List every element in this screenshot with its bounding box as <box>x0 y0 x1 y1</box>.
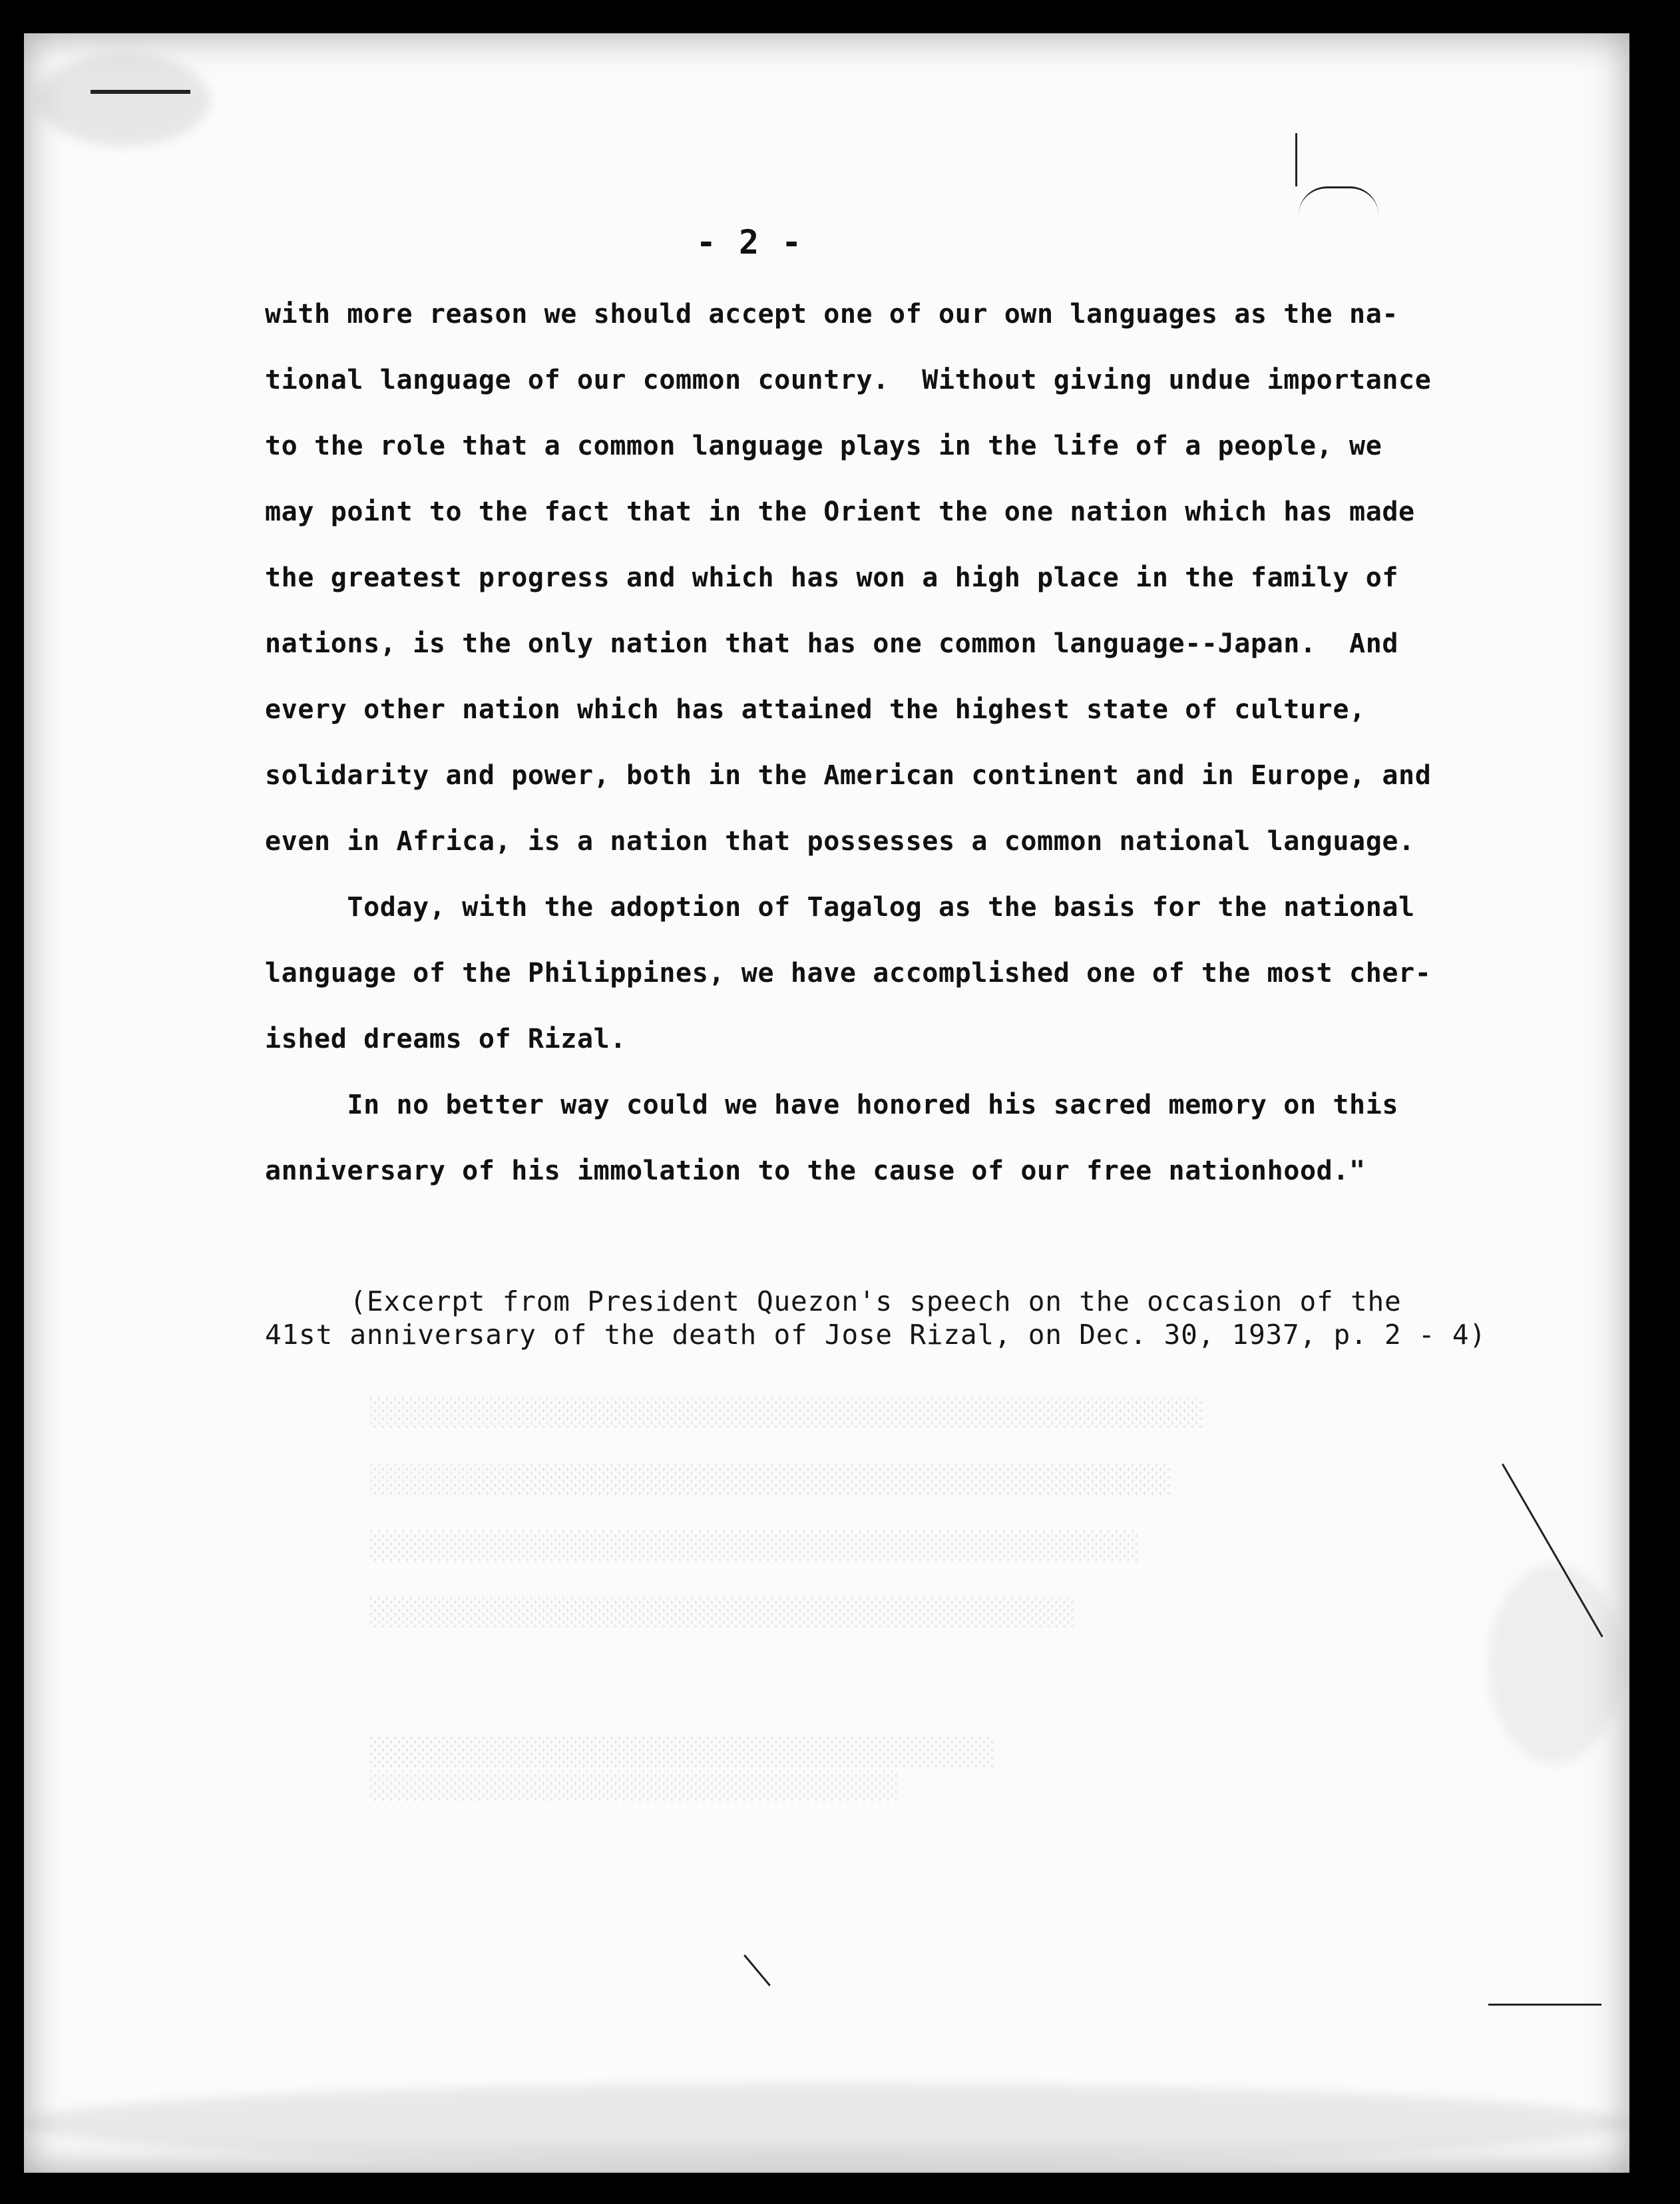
bleed-through: ░░░░░░░░░░░░░░░░░░░░░░░░░░░░░░░░░░░░░░░░░░░░░░░░░░░░ <box>370 1398 1204 1429</box>
scan-smudge <box>24 2084 1629 2163</box>
text-line: to the role that a common language plays in the life of a people, we <box>265 431 1382 461</box>
scan-smudge <box>1488 1564 1621 1764</box>
pen-mark <box>1299 186 1378 215</box>
pen-mark <box>743 1954 771 1986</box>
document-page <box>24 33 1629 2173</box>
bleed-through: ░░░░░░░░░░░░░░░░░░░░░░░░░░░░░░░░░░░░░░░░░░░░░░░░ <box>370 1531 1140 1562</box>
bleed-through: ░░░░░░░░░░░░░░░░░░░░░░░░░░░░░░░░░░░░░░░ <box>370 1737 996 1768</box>
text-line: Today, with the adoption of Tagalog as the basis for the national <box>265 892 1415 923</box>
bleed-through: ░░░░░░░░░░░░░░░░░░░░░░░░░░░░░░░░░░░░░░░░░░░░░░░░░░ <box>370 1464 1172 1495</box>
text-line: tional language of our common country. Without giving undue importance <box>265 365 1432 395</box>
caption-line: (Excerpt from President Quezon's speech on the occasion of the <box>265 1285 1402 1317</box>
text-line: nations, is the only nation that has one common language--Japan. And <box>265 628 1399 659</box>
paragraph-1 <box>265 294 1530 887</box>
text-line: solidarity and power, both in the American continent and in Europe, and <box>265 760 1432 791</box>
scan-smudge <box>37 53 210 146</box>
pen-mark <box>1488 2004 1601 2006</box>
page-number: - 2 - <box>696 223 803 262</box>
text-line: may point to the fact that in the Orient the one nation which has made <box>265 497 1415 527</box>
source-caption <box>265 1285 1530 1351</box>
text-line: ished dreams of Rizal. <box>265 1024 627 1054</box>
paragraph-2 <box>265 887 1530 1085</box>
pen-mark <box>1295 133 1297 186</box>
caption-line: 41st anniversary of the death of Jose Rizal, on Dec. 30, 1937, p. 2 - 4) <box>265 1319 1486 1351</box>
pen-mark <box>91 90 190 94</box>
text-line: language of the Philippines, we have accomplished one of the most cher- <box>265 958 1432 989</box>
bleed-through: ░░░░░░░░░░░░░░░░░░░░░░░░░░░░░░░░░░░░░░░░░░░░ <box>370 1598 1076 1628</box>
text-line: anniversary of his immolation to the cause of our free nationhood." <box>265 1156 1366 1186</box>
paragraph-3 <box>265 1085 1530 1217</box>
text-line: every other nation which has attained the highest state of culture, <box>265 694 1366 725</box>
text-line: the greatest progress and which has won a high place in the family of <box>265 562 1399 593</box>
text-line: with more reason we should accept one of our own languages as the na- <box>265 299 1399 330</box>
body-text <box>265 294 1530 1217</box>
text-line: In no better way could we have honored his sacred memory on this <box>265 1090 1399 1120</box>
bleed-through: ░░░░░░░░░░░░░░░░░░░░░░░░░░░░░░░░░ <box>370 1771 899 1801</box>
text-line: even in Africa, is a nation that possesses a common national language. <box>265 826 1415 857</box>
